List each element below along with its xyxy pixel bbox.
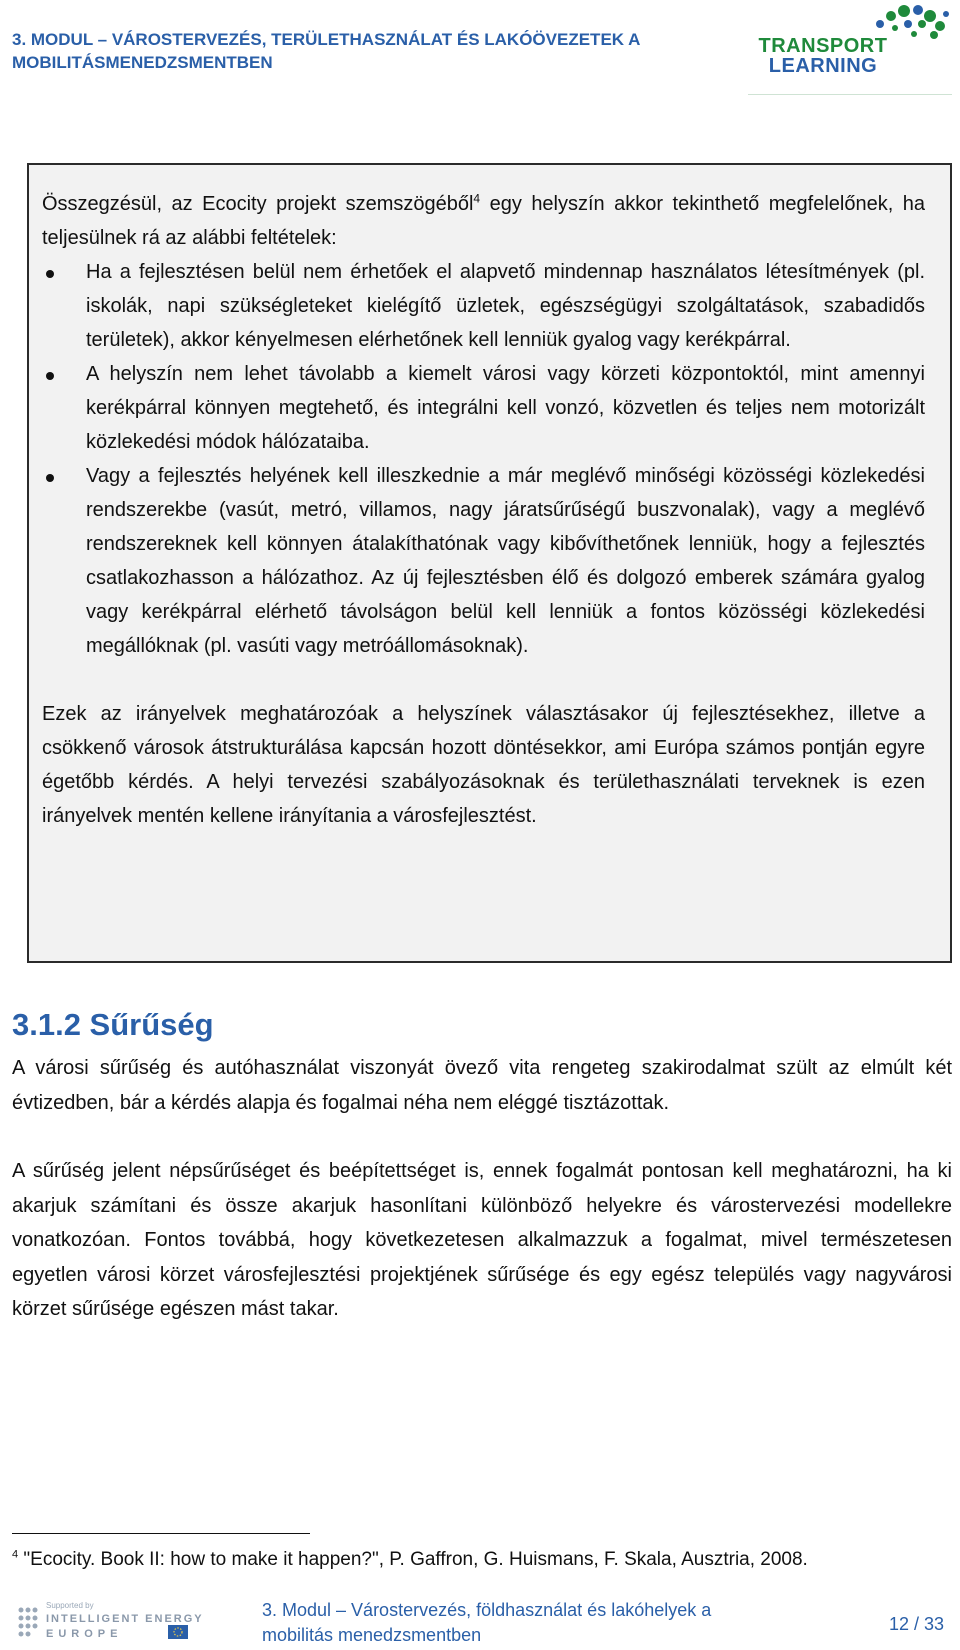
intelligent-energy-europe-logo <box>12 1598 227 1644</box>
page-footer <box>0 1590 960 1650</box>
iee-intelligent-energy: INTELLIGENT ENERGY <box>46 1613 204 1625</box>
logo-line-transport: TRANSPORT <box>758 35 888 57</box>
iee-europe: EUROPE <box>46 1628 123 1640</box>
header-divider <box>748 94 952 95</box>
footer-line-1: 3. Modul – Várostervezés, földhasználat és lakóhelyek a <box>262 1600 712 1620</box>
footnote-number: 4 <box>12 1548 19 1561</box>
transport-learning-logo <box>748 2 960 82</box>
footnote-text: "Ecocity. Book II: how to make it happen?", P. Gaffron, G. Huismans, F. Skala, Ausztria, 2008. <box>18 1549 808 1570</box>
list-item-text: Ha a fejlesztésen belül nem érhetőek el alapvető mindennap használatos létesítmények (pl. iskolák, napi szükségleteket kielégítő üzletek, egészségügyi szolgáltatások, szabadidős területek), akkor kényelmesen elérhetőnek kell lenniük gyalog vagy kerékpárral. <box>86 261 925 351</box>
list-item <box>42 255 925 357</box>
box-closing-paragraph: Ezek az irányelvek meghatározóak a helyszínek választásakor új fejlesztésekhez, illetve a csökkenő városok átstrukturálása kapcsán hozott döntésekkor, ami Európa számos pontján egyre égetőbb kérdés. A helyi tervezési szabályozásoknak és területhasználati terveknek is ezen irányelvek mentén kellene irányítania a városfejlesztést. <box>42 703 925 827</box>
footnote <box>12 1546 942 1574</box>
list-item-text: A helyszín nem lehet távolabb a kiemelt városi vagy körzeti központoktól, mint amennyi kerékpárral könnyen megtehető, és integrálni kell vonzó, közvetlen és teljes nem motorizált közlekedési módok hálózataiba. <box>86 363 925 453</box>
box-intro <box>42 187 925 255</box>
footnote-ref: 4 <box>473 191 481 206</box>
page-header <box>0 0 960 100</box>
density-section <box>12 1005 952 1327</box>
logo-wordmark <box>748 36 898 76</box>
logo-line-learning: LEARNING <box>768 55 878 77</box>
summary-box <box>27 163 952 963</box>
list-item-text: Vagy a fejlesztés helyének kell illeszkednie a már meglévő minőségi közösségi közlekedési rendszerekbe (vasút, metró, villamos, nagy járatsűrűségű buszvonalak), vagy a meglévő rendszereknek kell könnyen átalakíthatónak vagy kibővíthetőnek lenniük, hogy a fejlesztés csatlakozhasson a hálózathoz. Az új fejlesztésben élő és dolgozó emberek számára gyalog vagy kerékpárral elérhető távolságon belül kell lenniük a fontos közösségi közlekedési megállóknak (pl. vasúti vagy metróállomásoknak). <box>86 465 925 657</box>
footer-line-2: mobilitás menedzsmentben <box>262 1625 482 1645</box>
iee-supported-by: Supported by <box>46 1601 94 1610</box>
body-paragraph: A városi sűrűség és autóhasználat viszonyát övező vita rengeteg szakirodalmat szült az elmúlt két évtizedben, bár a kérdés alapja és fogalmai néha nem eléggé tisztázottak. <box>12 1057 952 1114</box>
module-title: 3. MODUL – VÁROSTERVEZÉS, TERÜLETHASZNÁLAT ÉS LAKÓÖVEZETEK A MOBILITÁSMENEDZSMENTBEN <box>12 30 640 72</box>
box-intro-text: Összegzésül, az Ecocity projekt szemszögéből <box>42 193 474 215</box>
iee-logo-icon <box>12 1598 227 1644</box>
bullet-icon <box>46 474 54 482</box>
page-number: 12 / 33 <box>888 1614 944 1634</box>
list-item <box>42 357 925 459</box>
list-item <box>42 459 925 663</box>
box-intro-end: egy helyszín akkor tekinthető megfelelőnek, ha teljesülnek rá az alábbi feltételek: <box>42 193 925 249</box>
bullet-icon <box>46 372 54 380</box>
section-heading: 3.1.2 Sűrűség <box>12 1007 214 1042</box>
bullet-icon <box>46 270 54 278</box>
body-paragraph: A sűrűség jelent népsűrűséget és beépítettséget is, ennek fogalmát pontosan kell meghatározni, ha ki akarjuk számítani és össze akarjuk hasonlítani különböző helyekre és várostervezési modellekre vonatkozóan. Fontos továbbá, hogy következetesen alkalmazzuk a fogalmat, mivel természetesen egyetlen városi körzet városfejlesztési projektjének sűrűsége és egy egész település vagy nagyvárosi körzet sűrűsége egészen mást takar. <box>12 1160 952 1320</box>
footer-module-text <box>262 1598 782 1648</box>
footnote-divider <box>12 1533 310 1534</box>
